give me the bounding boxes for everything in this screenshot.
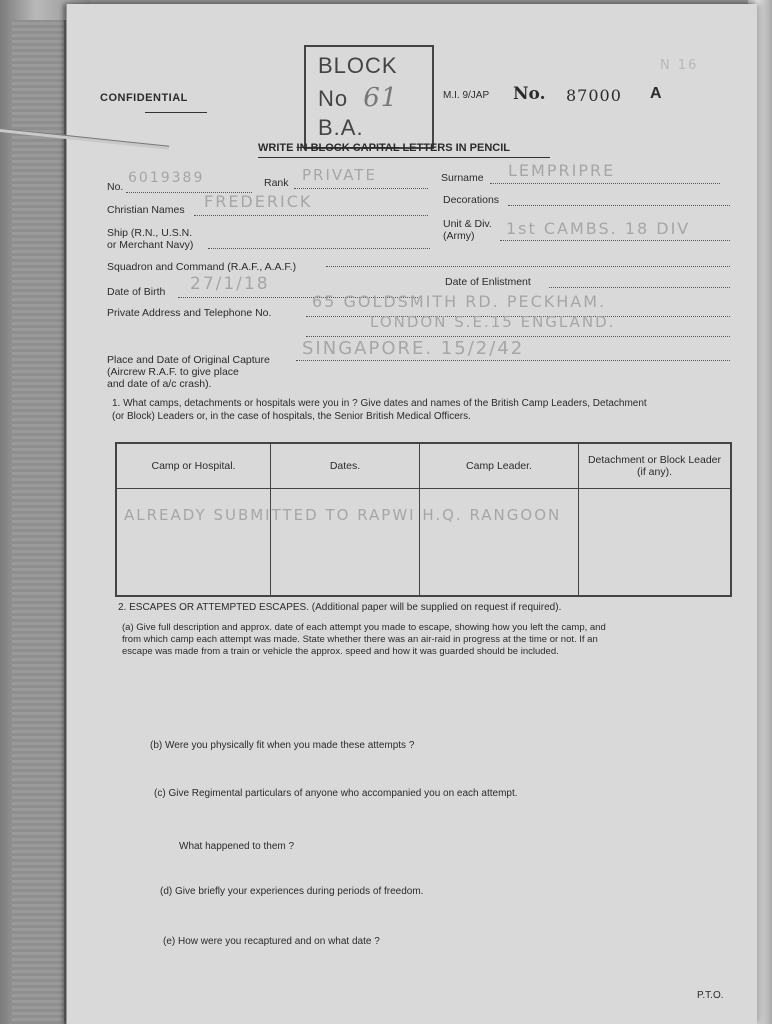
q2-c: (c) Give Regimental particulars of anyone who accompanied you on each attempt.	[154, 788, 518, 799]
capture-label-2: (Aircrew R.A.F. to give place	[107, 366, 239, 378]
unit-line	[500, 240, 730, 241]
squadron-line	[326, 266, 730, 267]
pto-label: P.T.O.	[697, 990, 724, 1001]
no-label: No.	[107, 181, 124, 193]
q1-text-2: (or Block) Leaders or, in the case of hospitals, the Senior British Medical Officers.	[112, 411, 471, 422]
decorations-line	[508, 205, 730, 206]
number-label: No.	[513, 84, 546, 104]
q2-a-line-3: escape was made from a train or vehicle the approx. speed and how it was guarded should be included.	[122, 646, 559, 657]
address-line-2	[306, 336, 730, 337]
camps-table-header	[116, 443, 731, 489]
stamp-number-value: 61	[363, 83, 399, 113]
rank-value: PRIVATE	[302, 166, 377, 184]
ship-label-2: or Merchant Navy)	[107, 239, 194, 251]
q2-a-line-1: (a) Give full description and approx. date of each attempt you made to escape, showing how you left the camp, and	[122, 622, 606, 633]
rank-label: Rank	[264, 177, 289, 189]
instruction-title	[258, 142, 510, 154]
col-dates: Dates.	[271, 443, 420, 489]
christian-names-line	[194, 215, 428, 216]
corner-note: N 16	[660, 58, 699, 73]
squadron-label: Squadron and Command (R.A.F., A.A.F.)	[107, 261, 297, 273]
ship-line	[208, 248, 430, 249]
q2-e: (e) How were you recaptured and on what date ?	[163, 936, 380, 947]
address-label: Private Address and Telephone No.	[107, 307, 272, 319]
instruction-pencil: LETTERS IN PENCIL	[402, 142, 511, 154]
unit-value: 1st CAMBS. 18 DIV	[506, 219, 691, 238]
confidential-label: CONFIDENTIAL	[100, 92, 188, 104]
unit-label-1: Unit & Div.	[443, 218, 492, 230]
col-detachment-leader: Detachment or Block Leader (if any).	[579, 443, 732, 489]
q2-d: (d) Give briefly your experiences during periods of freedom.	[160, 886, 424, 897]
table-row	[116, 489, 731, 597]
enlistment-line	[549, 287, 730, 288]
stamp-block: BLOCK	[318, 53, 398, 78]
col-camp-or-hospital: Camp or Hospital.	[116, 443, 271, 489]
ship-label-1: Ship (R.N., U.S.N.	[107, 227, 193, 239]
folder-spine	[12, 20, 66, 1024]
instruction-struck: IN BLOCK CAPITAL	[296, 142, 400, 154]
dob-label: Date of Birth	[107, 286, 166, 298]
capture-line	[296, 360, 730, 361]
capture-label-1: Place and Date of Original Capture	[107, 354, 270, 366]
surname-label: Surname	[441, 172, 484, 184]
mi-reference: M.I. 9/JAP	[443, 90, 490, 101]
instruction-write: WRITE	[258, 142, 294, 154]
confidential-underline	[145, 112, 207, 113]
address-value-1: 65 GOLDSMITH RD. PECKHAM.	[312, 292, 607, 311]
col-camp-leader: Camp Leader.	[420, 443, 579, 489]
capture-value: SINGAPORE. 15/2/42	[302, 338, 525, 359]
dob-value: 27/1/18	[190, 274, 270, 294]
number-suffix: A	[650, 85, 662, 102]
christian-names-value: FREDERICK	[204, 192, 313, 211]
stamp-number-prefix: No	[318, 86, 349, 111]
enlistment-label: Date of Enlistment	[445, 276, 531, 288]
q1-text-1: 1. What camps, detachments or hospitals were you in ? Give dates and names of the British Camp Leaders, Detachment	[112, 398, 647, 409]
capture-label-3: and date of a/c crash).	[107, 378, 212, 390]
block-stamp	[304, 45, 434, 149]
stamp-number	[318, 83, 398, 113]
no-value: 6019389	[128, 170, 205, 186]
q2-b: (b) Were you physically fit when you made these attempts ?	[150, 740, 415, 751]
camps-entry: ALREADY SUBMITTED TO RAPWI H.Q. RANGOON	[124, 506, 562, 524]
stamp-ba: B.A.	[318, 115, 364, 140]
decorations-label: Decorations	[443, 194, 500, 206]
christian-names-label: Christian Names	[107, 204, 185, 216]
q2-a-line-2: from which camp each attempt was made. State whether there was an air-raid in progress at the time or not. If an	[122, 634, 598, 645]
unit-label-2: (Army)	[443, 230, 475, 242]
q2-heading: 2. ESCAPES OR ATTEMPTED ESCAPES. (Additional paper will be supplied on request if required).	[118, 602, 562, 613]
q2-c-followup: What happened to them ?	[179, 841, 295, 852]
number-value: 87000	[566, 86, 622, 105]
instruction-underline	[258, 157, 550, 158]
address-value-2: LONDON S.E.15 ENGLAND.	[370, 313, 616, 331]
surname-line	[490, 183, 720, 184]
rank-line	[294, 188, 428, 189]
surname-value: LEMPRIPRE	[508, 161, 616, 180]
